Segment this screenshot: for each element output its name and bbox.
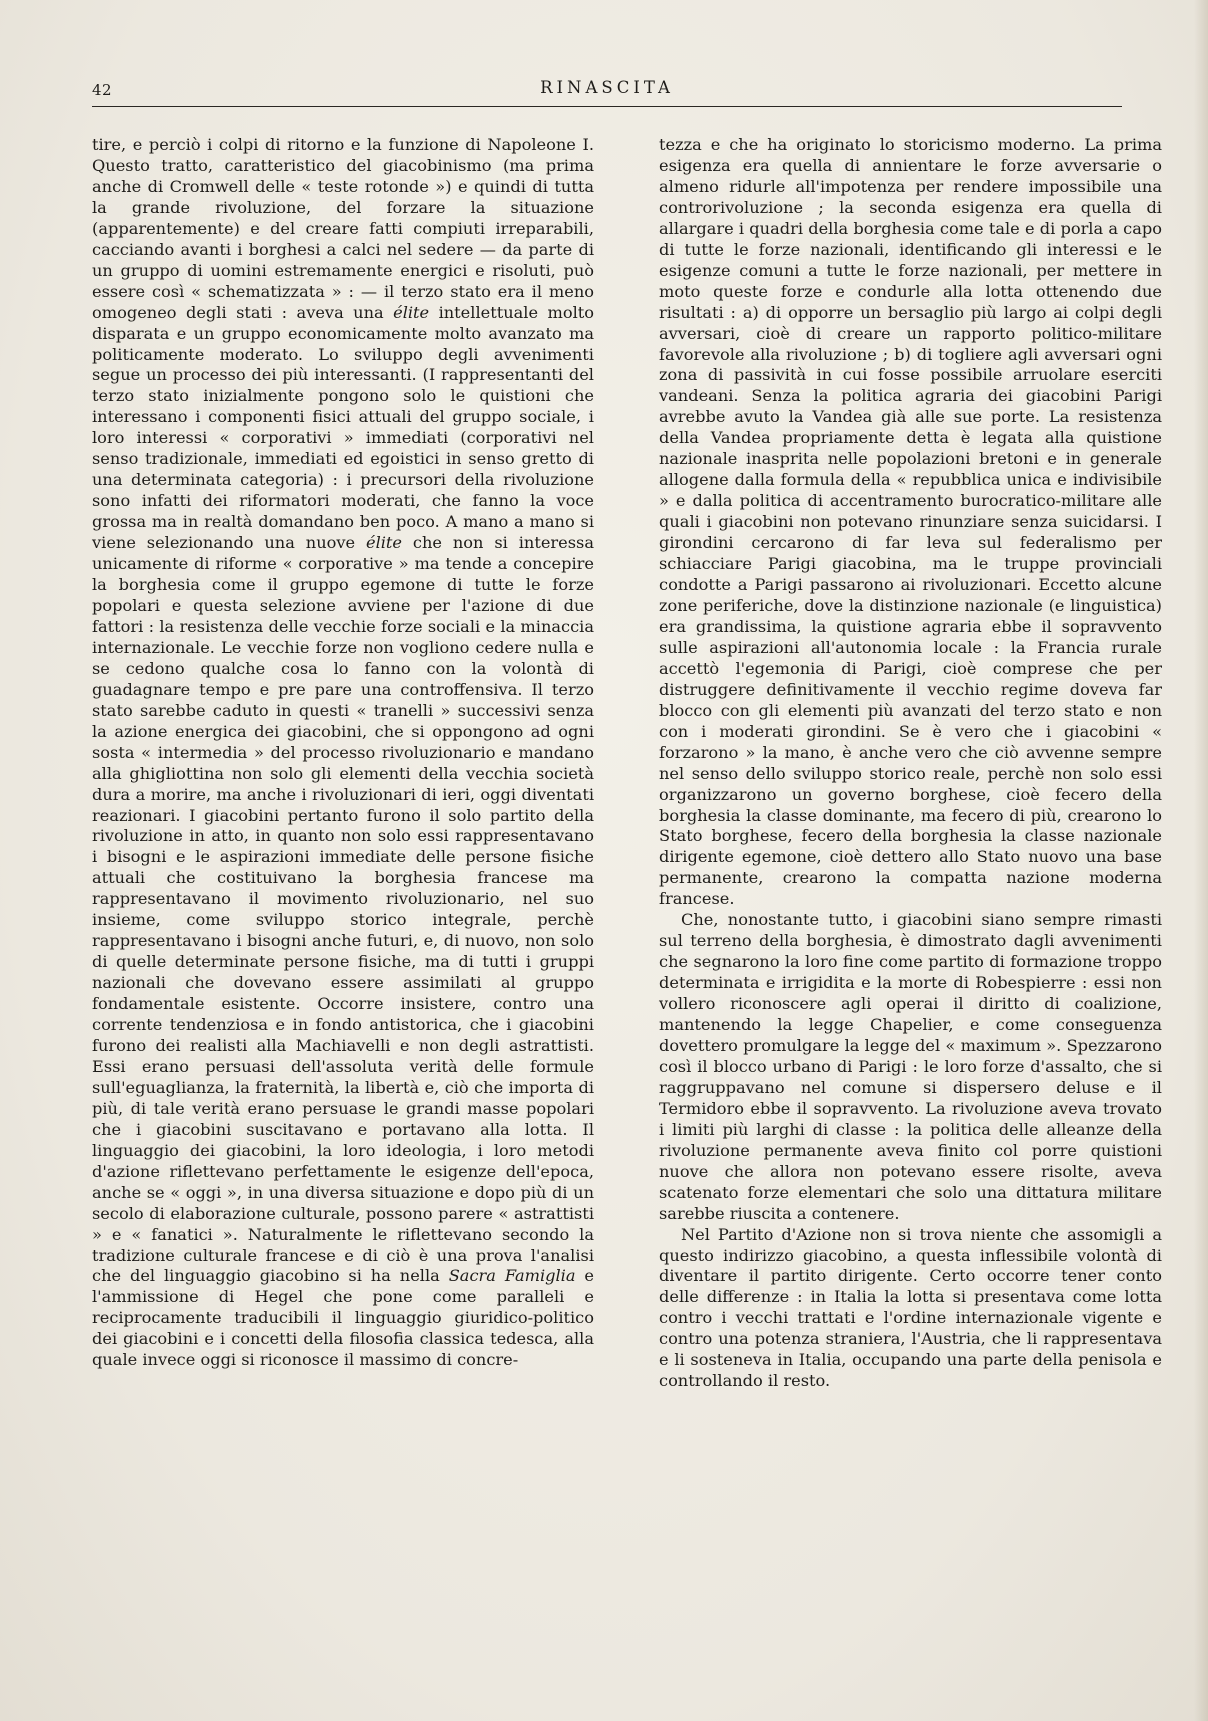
left-column-paragraph [92, 135, 594, 1371]
page-header [92, 70, 1122, 107]
page-number: 42 [92, 81, 113, 99]
elite-italic: élite [393, 302, 430, 322]
right-column [659, 135, 1162, 1392]
elite-italic: élite [365, 533, 403, 553]
right-paragraph-1: tezza e che ha originato lo storicismo moderno. La prima esigenza era quella di annientare le forze avversarie o almeno ridurle all'impotenza per rendere impossibile una controrivoluzione ; la seconda esigenza era quella di allargare i quadri della borghesia come tale e di porla a capo di tutte le forze nazionali, identificando gli interessi e le esigenze comuni a tutte le forze nazionali, per mettere in moto queste forze e condurle alla lotta ottenendo due risultati : a) di opporre un bersaglio più largo ai colpi degli avversari, cioè di creare un rapporto politico-militare favorevole alla rivoluzione ; b) di togliere agli avversari ogni zona di passività in cui fosse possibile arruolare eserciti vandeani. Senza la politica agraria dei giacobini Parigi avrebbe avuto la Vandea già alle sue porte. La resistenza della Vandea propriamente detta è legata alla quistione nazionale inasprita nelle popolazioni bretoni e in generale allogene dalla formula della « repubblica unica e indivisibile » e dalla politica di accentramento burocratico-militare alle quali i giacobini non potevano rinunziare senza suicidarsi. I girondini cercarono di far leva sul federalismo per schiacciare Parigi giacobina, ma le truppe provinciali condotte a Parigi passarono ai rivoluzionari. Eccetto alcune zone periferiche, dove la distinzione nazionale (e linguistica) era grandissima, la quistione agraria ebbe il sopravvento sulle aspirazioni all'autonomia locale : la Francia rurale accettò l'egemonia di Parigi, cioè comprese che per distruggere definitivamente il vecchio regime doveva far blocco con gli elementi più avanzati del terzo stato e non con i moderati girondini. Se è vero che i giacobini « forzarono » la mano, è anche vero che ciò avvenne sempre nel senso dello sviluppo storico reale, perchè non solo essi organizzarono un governo borghese, cioè fecero della borghesia la classe dominante, ma fecero di più, crearono lo Stato borghese, fecero della borghesia la classe nazionale dirigente egemone, cioè dettero allo Stato nuovo una base permanente, crearono la compatta nazione moderna francese. [659, 135, 1162, 909]
left-text-4: e l'ammissione di Hegel che pone come paralleli e reciprocamente traducibili il linguaggio giuridico-politico dei giacobini e i concetti della filosofia classica tedesca, alla quale invece oggi si riconosce il massimo di concre- [92, 1266, 595, 1370]
left-column [92, 135, 594, 1371]
book-title-italic: Sacra Famiglia [448, 1266, 576, 1286]
left-text-3: che non si interessa unicamente di riforme « corporative » ma tende a concepire la borghesia come il gruppo egemone di tutte le forze popolari e questa selezione avviene per l'azione di due fattori : la resistenza delle vecchie forze sociali e la minaccia internazionale. Le vecchie forze non vogliono cedere nulla e se cedono qualche cosa lo fanno con la volontà di guadagnare tempo e pre pare una controffensiva. Il terzo stato sarebbe caduto in questi « tranelli » successivi senza la azione energica dei giacobini, che si oppongono ad ogni sosta « intermedia » del processo rivoluzionario e mandano alla ghigliottina non solo gli elementi della vecchia società dura a morire, ma anche i rivoluzionari di ieri, oggi diventati reazionari. I giacobini pertanto furono il solo partito della rivoluzione in atto, in quanto non solo essi rappresentavano i bisogni e le aspirazioni immediate delle persone fisiche attuali che costituivano la borghesia francese ma rappresentavano il movimento rivoluzionario, nel suo insieme, come sviluppo storico integrale, perchè rappresentavano i bisogni anche futuri, e, di nuovo, non solo di quelle determinate persone fisiche, ma di tutti i gruppi nazionali che dovevano essere assimilati al gruppo fondamentale esistente. Occorre insistere, contro una corrente tendenziosa e in fondo antistorica, che i giacobini furono dei realisti alla Machiavelli e non degli astrattisti. Essi erano persuasi dell'assoluta verità delle formule sull'eguaglianza, la fraternità, la libertà e, ciò che importa di più, di tale verità erano persuase le grandi masse popolari che i giacobini suscitavano e portavano alla lotta. Il linguaggio dei giacobini, la loro ideologia, i loro metodi d'azione riflettevano perfettamente le esigenze dell'epoca, anche se « oggi », in una diversa situazione e dopo più di un secolo di elaborazione culturale, possono parere « astrattisti » e « fanatici ». Naturalmente le riflettevano secondo la tradizione culturale francese e di ciò è una prova l'analisi che del linguaggio giacobino si ha nella [92, 533, 594, 1286]
right-paragraph-2: Che, nonostante tutto, i giacobini siano sempre rimasti sul terreno della borghesia, è dimostrato dagli avvenimenti che segnarono la loro fine come partito di formazione troppo determinata e irrigidita e la morte di Robespierre : essi non vollero riconoscere agli operai il diritto di coalizione, mantenendo la legge Chapelier, e come conseguenza dovettero promulgare la legge del « maximum ». Spezzarono così il blocco urbano di Parigi : le loro forze d'assalto, che si raggruppavano nel comune si dispersero deluse e il Termidoro ebbe il sopravvento. La rivoluzione aveva trovato i limiti più larghi di classe : la politica delle alleanze della rivoluzione permanente aveva finito col porre quistioni nuove che allora non potevano essere risolte, aveva scatenato forze elementari che solo una dittatura militare sarebbe riuscita a contenere. [659, 910, 1162, 1223]
page-edge-shadow [1194, 0, 1208, 1721]
left-text-1: tire, e perciò i colpi di ritorno e la funzione di Napoleone I. Questo tratto, caratteristico del giacobinismo (ma prima anche di Cromwell delle « teste rotonde ») e quindi di tutta la grande rivoluzione, del forzare la situazione (apparentemente) e del creare fatti compiuti irreparabili, cacciando avanti i borghesi a calci nel sedere — da parte di un gruppo di uomini estremamente energici e risoluti, può essere così « schematizzata » : — il terzo stato era il meno omogeneo degli stati : aveva una [92, 135, 594, 322]
left-text-2: intellettuale molto disparata e un gruppo economicamente molto avanzato ma politicamente moderato. Lo sviluppo degli avvenimenti segue un processo dei più interessanti. (I rappresentanti del terzo stato inizialmente pongono solo le quistioni che interessano i componenti fisici attuali del gruppo sociale, i loro interessi « corporativi » immediati (corporativi nel senso tradizionale, immediati ed egoistici in senso gretto di una determinata categoria) : i precursori della rivoluzione sono infatti dei riformatori moderati, che fanno la voce grossa ma in realtà domandano ben poco. A mano a mano si viene selezionando una nuove [92, 302, 595, 553]
running-title: RINASCITA [540, 78, 674, 97]
right-paragraph-3: Nel Partito d'Azione non si trova niente che assomigli a questo indirizzo giacobino, a questa inflessibile volontà di diventare il partito dirigente. Certo occorre tener conto delle differenze : in Italia la lotta si presentava come lotta contro i vecchi trattati e l'ordine internazionale vigente e contro una potenza straniera, l'Austria, che li rappresentava e li sosteneva in Italia, occupando una parte della penisola e controllando il resto. [659, 1224, 1162, 1391]
